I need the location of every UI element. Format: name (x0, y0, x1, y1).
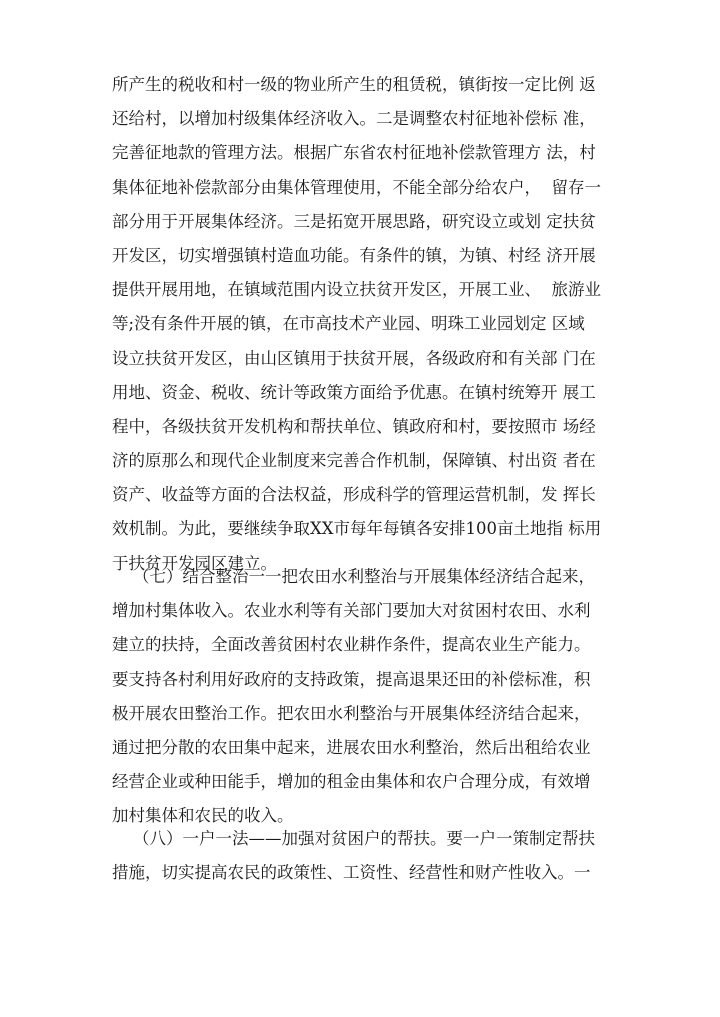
text-line: 建立的扶持，全面改善贫困村农业耕作条件，提高农业生产能力。 (112, 635, 591, 655)
text-line: 部分用于开展集体经济。三是拓宽开展思路，研究设立或划 定扶贫 (112, 211, 596, 231)
text-line: 加村集体和农民的收入。 (112, 806, 294, 826)
text-line: 通过把分散的农田集中起来，进展农田水利整治，然后出租给农业 (112, 737, 591, 757)
text-line: 集体征地补偿款部分由集体管理使用，不能全部分给农户， 留存一 (112, 177, 601, 197)
text-line: 经营企业或种田能手，增加的租金由集体和农户合理分成，有效增 (112, 772, 591, 792)
paragraph-3 (112, 822, 617, 890)
text-line: 所产生的税收和村一级的物业所产生的租赁税，镇街按一定比例 返 (112, 75, 596, 94)
text-line: 用地、资金、税收、统计等政策方面给予优惠。在镇村统筹开 展工 (112, 382, 596, 402)
text-line: 设立扶贫开发区，由山区镇用于扶贫开展，各级政府和有关部 门在 (112, 348, 596, 368)
text-line: 济的原那么和现代企业制度来完善合作机制，保障镇、村出资 者在 (112, 451, 596, 471)
text-line: 开发区，切实增强镇村造血功能。有条件的镇，为镇、村经 济开展 (112, 245, 596, 265)
text-line: 增加村集体收入。农业水利等有关部门要加大对贫困村农田、水利 (112, 601, 591, 621)
text-line: 等;没有条件开展的镇，在市高技术产业园、明珠工业园划定 区域 (112, 314, 585, 334)
text-line: 完善征地款的管理方法。根据广东省农村征地补偿款管理方 法，村 (112, 143, 596, 163)
text-line: 要支持各村利用好政府的支持政策，提高退果还田的补偿标准，积 (112, 669, 591, 689)
text-line: 效机制。为此，要继续争取XX市每年每镇各安排100亩土地指 标用 (112, 519, 602, 539)
text-line: 极开展农田整治工作。把农田水利整治与开展集体经济结合起来， (112, 703, 591, 723)
text-line: 程中，各级扶贫开发机构和帮扶单位、镇政府和村，要按照市 场经 (112, 416, 596, 436)
text-line: 于扶贫开发园区建立。 (112, 553, 277, 573)
text-line: 措施，切实提高农民的政策性、工资性、经营性和财产性收入。一 (112, 863, 591, 883)
text-line: 资产、收益等方面的合法权益，形成科学的管理运营机制，发 挥长 (112, 485, 596, 505)
text-line: （七）结合整治一一把农田水利整治与开展集体经济结合起来， (112, 567, 595, 586)
text-line: 还给村，以增加村级集体经济收入。二是调整农村征地补偿标 准， (112, 109, 596, 129)
paragraph-2 (112, 560, 617, 834)
text-line: 提供开展用地，在镇域范围内设立扶贫开发区，开展工业、 旅游业 (112, 280, 601, 300)
text-line: （八）一户一法——加强对贫困户的帮扶。要一户一策制定帮扶 (112, 829, 595, 848)
paragraph-1 (112, 68, 617, 581)
